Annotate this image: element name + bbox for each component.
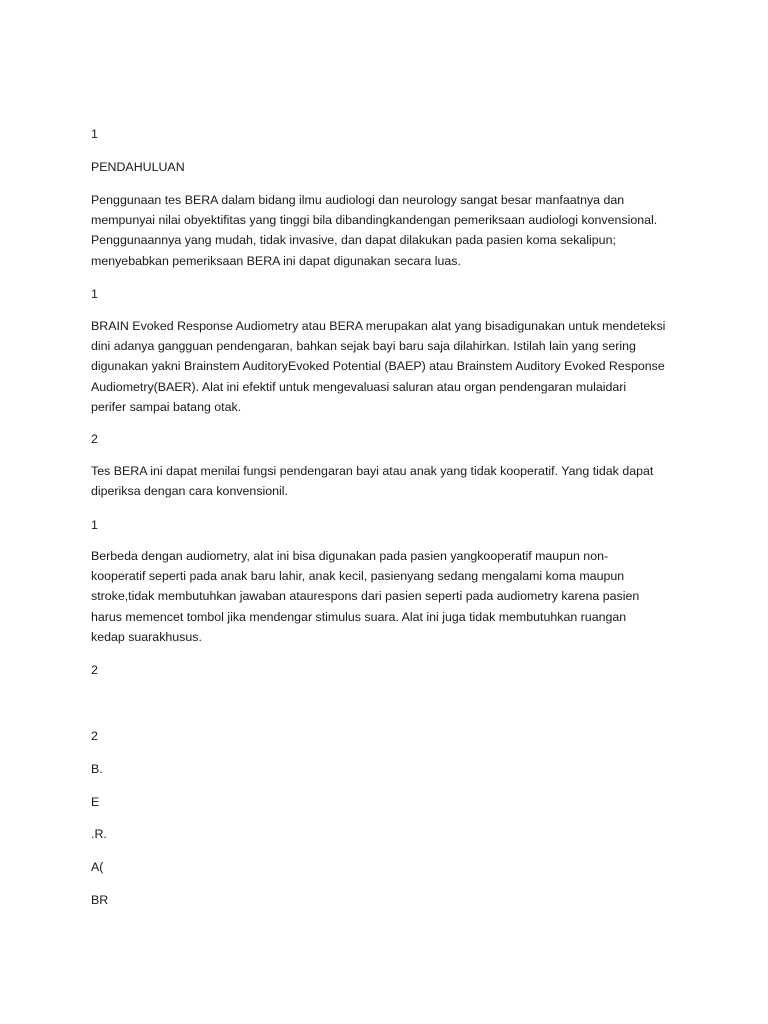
paragraph-line: harus memencet tombol jika mendengar stimulus suara. Alat ini juga tidak membutuhkan ruangan	[91, 609, 627, 624]
paragraph-line: menyebabkan pemeriksaan BERA ini dapat digunakan secara luas.	[91, 253, 461, 268]
page-number-top: 1	[91, 127, 98, 141]
paragraph-line: diperiksa dengan cara konvensionil.	[91, 484, 288, 499]
section-heading: PENDAHULUAN	[91, 160, 185, 174]
text-fragment: BR	[91, 893, 109, 907]
paragraph-bera-function	[91, 461, 681, 501]
paragraph-line: BRAIN Evoked Response Audiometry atau BERA merupakan alat yang bisadigunakan untuk mendeteksi	[91, 319, 666, 333]
paragraph-line: perifer sampai batang otak.	[91, 399, 242, 414]
paragraph-line: stroke,tidak membutuhkan jawaban ataurespons dari pasien seperti pada audiometry karena pasien	[91, 589, 640, 604]
paragraph-line: Penggunaannya yang mudah, tidak invasive, dan dapat dilakukan pada pasien koma sekalipun;	[91, 233, 616, 248]
text-fragment: .R.	[91, 827, 107, 841]
reference-number: 2	[91, 663, 98, 677]
text-fragment: E	[91, 795, 100, 809]
paragraph-line: Penggunaan tes BERA dalam bidang ilmu audiologi dan neurology sangat besar manfaatnya dan	[91, 193, 625, 207]
paragraph-line: Audiometry(BAER). Alat ini efektif untuk mengevaluasi saluran atau organ pendengaran mulaidari	[91, 379, 627, 394]
reference-number: 2	[91, 729, 98, 743]
paragraph-line: Tes BERA ini dapat menilai fungsi pendengaran bayi atau anak yang tidak kooperatif. Yang tidak dapat	[91, 464, 654, 478]
paragraph-line: Berbeda dengan audiometry, alat ini bisa digunakan pada pasien yangkooperatif maupun non-	[91, 549, 609, 563]
reference-number: 1	[91, 287, 98, 301]
text-fragment: B.	[91, 762, 103, 776]
paragraph-intro	[91, 190, 681, 271]
paragraph-line: mempunyai nilai obyektifitas yang tinggi bila dibandingkandengan pemeriksaan audiologi konvensional.	[91, 213, 658, 228]
paragraph-bera-definition	[91, 316, 681, 417]
reference-number: 1	[91, 518, 98, 532]
paragraph-comparison	[91, 546, 681, 647]
text-fragment: A(	[91, 860, 104, 874]
reference-number: 2	[91, 432, 98, 446]
paragraph-line: dini adanya gangguan pendengaran, bahkan sejak bayi baru saja dilahirkan. Istilah lain yang sering	[91, 339, 636, 354]
paragraph-line: digunakan yakni Brainstem AuditoryEvoked Potential (BAEP) atau Brainstem Auditory Evoked Response	[91, 359, 665, 374]
paragraph-line: kooperatif seperti pada anak baru lahir, anak kecil, pasienyang sedang mengalami koma maupun	[91, 569, 625, 584]
paragraph-line: kedap suarakhusus.	[91, 629, 202, 644]
